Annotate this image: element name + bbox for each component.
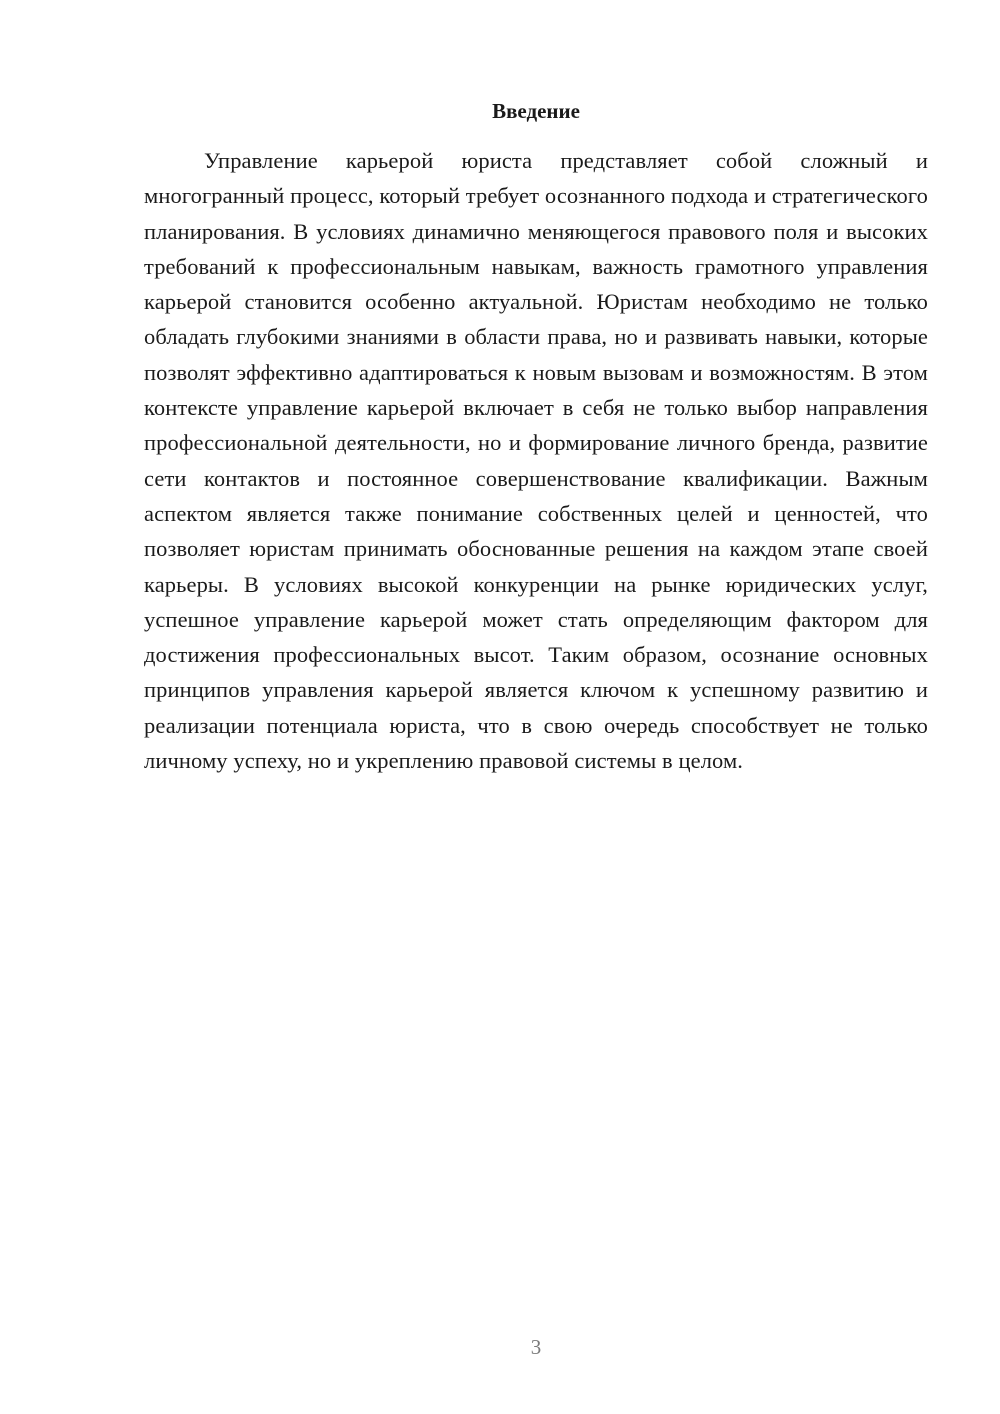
intro-paragraph: Управление карьерой юриста представляет собой сложный и многогранный процесс, который требует осознанного подхода и стратегического планирования. В условиях динамично меняющегося правового поля и высоких требований к профессиональным навыкам, важность грамотного управления карьерой становится особенно актуальной. Юристам необходимо не только обладать глубокими знаниями в области права, но и развивать навыки, которые позволят эффективно адаптироваться к новым вызовам и возможностям. В этом контексте управление карьерой включает в себя не только выбор направления профессиональной деятельности, но и формирование личного бренда, развитие сети контактов и постоянное совершенствование квалификации. Важным аспектом является также понимание собственных целей и ценностей, что позволяет юристам принимать обоснованные решения на каждом этапе своей карьеры. В условиях высокой конкуренции на рынке юридических услуг, успешное управление карьерой может стать определяющим фактором для достижения профессиональных высот. Таким образом, осознание основных принципов управления карьерой является ключом к успешному развитию и реализации потенциала юриста, что в свою очередь способствует не только личному успеху, но и укреплению правовой системы в целом.	[144, 148, 928, 774]
section-heading: Введение	[492, 99, 580, 123]
page-number: 3	[530, 1335, 542, 1359]
